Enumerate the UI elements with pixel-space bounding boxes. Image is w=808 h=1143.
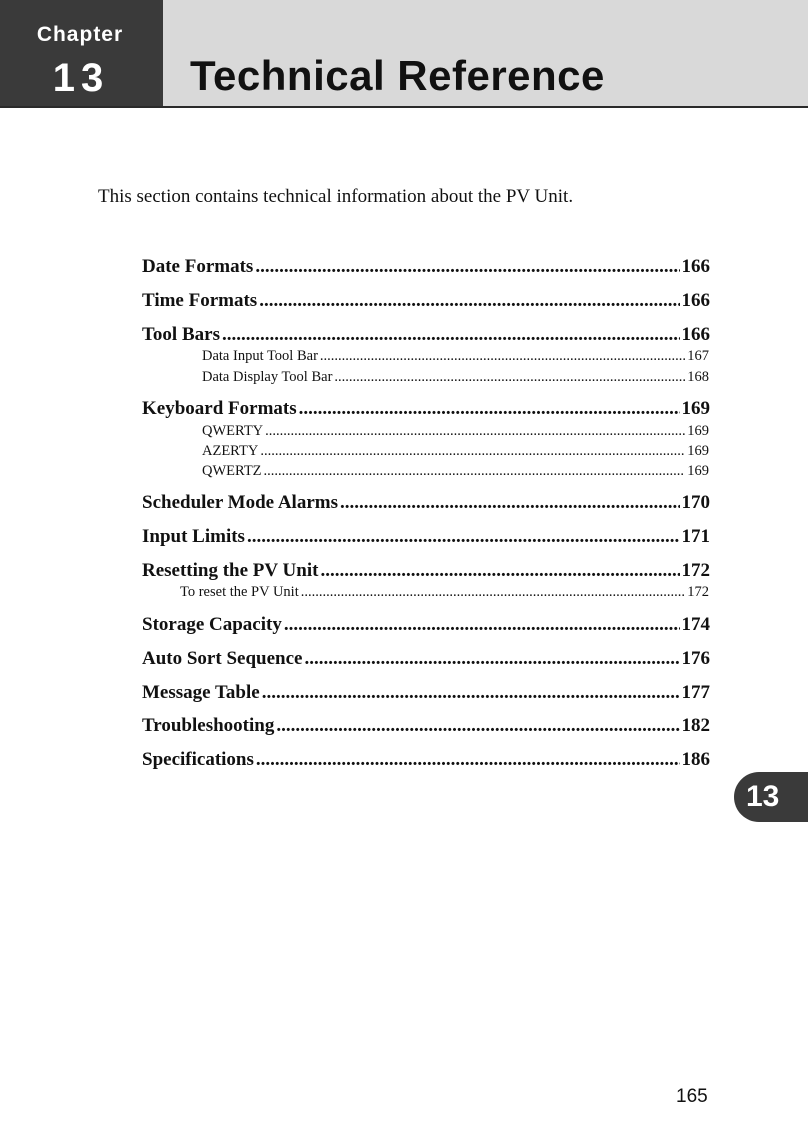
toc-entry-page: 186 (681, 749, 710, 770)
toc-entry-label: Scheduler Mode Alarms (142, 492, 338, 513)
toc-subentry[interactable] (202, 422, 709, 440)
toc-entry[interactable] (142, 647, 710, 671)
toc-entry-page: 174 (681, 614, 710, 635)
toc-subentry[interactable] (202, 368, 709, 386)
toc-entry-label: Resetting the PV Unit (142, 560, 319, 581)
toc-subentry-page: 167 (687, 348, 709, 364)
toc-subentry-page: 169 (687, 423, 709, 439)
toc-subentry[interactable] (202, 462, 709, 480)
chapter-label: Chapter (36, 23, 124, 46)
toc-entry-label: Troubleshooting (142, 715, 275, 736)
toc-subentry-label: QWERTZ (202, 463, 262, 479)
toc-subentry-page: 169 (687, 463, 709, 479)
toc-entry-page: 166 (681, 256, 710, 277)
toc-entry[interactable] (142, 323, 710, 347)
toc-subentry-page: 168 (687, 369, 709, 385)
toc-entry-label: Date Formats (142, 256, 254, 277)
toc-entry-page: 176 (681, 648, 710, 669)
toc-entry[interactable] (142, 714, 710, 738)
toc-entry-page: 170 (681, 492, 710, 513)
toc-entry-label: Time Formats (142, 290, 258, 311)
toc-subentry-label: Data Display Tool Bar (202, 369, 333, 385)
toc-entry[interactable] (142, 613, 710, 637)
toc-subentry-label: Data Input Tool Bar (202, 348, 318, 364)
toc-entry-page: 166 (681, 290, 710, 311)
toc-entry-label: Storage Capacity (142, 614, 282, 635)
toc-entry-label: Tool Bars (142, 324, 220, 345)
toc-entry[interactable] (142, 397, 710, 421)
toc-entry[interactable] (142, 748, 710, 772)
toc-entry-label: Input Limits (142, 526, 245, 547)
toc-entry[interactable] (142, 255, 710, 279)
toc-entry-page: 166 (681, 324, 710, 345)
toc-entry-page: 172 (681, 560, 710, 581)
toc-entry-page: 177 (681, 682, 710, 703)
toc-entry[interactable] (142, 525, 710, 549)
toc-entry[interactable] (142, 681, 710, 705)
toc-subentry-page: 172 (687, 584, 709, 600)
toc-subentry-label: To reset the PV Unit (180, 584, 299, 600)
toc-entry-label: Auto Sort Sequence (142, 648, 303, 669)
toc-entry-label: Message Table (142, 682, 260, 703)
chapter-number: 13 (52, 56, 110, 100)
toc-entry-label: Specifications (142, 749, 254, 770)
toc-entry[interactable] (142, 559, 710, 583)
toc-entry-label: Keyboard Formats (142, 398, 297, 419)
toc-entry-page: 169 (681, 398, 710, 419)
toc-subentry-label: AZERTY (202, 443, 259, 459)
toc-subentry-page: 169 (687, 443, 709, 459)
page-number: 165 (676, 1086, 708, 1107)
page-title: Technical Reference (190, 52, 605, 99)
intro-paragraph: This section contains technical information about the PV Unit. (98, 186, 574, 207)
toc-entry-page: 182 (681, 715, 710, 736)
toc-subentry[interactable] (202, 347, 709, 365)
toc-entry-page: 171 (681, 526, 710, 547)
toc-subentry-label: QWERTY (202, 423, 264, 439)
toc-entry[interactable] (142, 491, 710, 515)
toc-subentry[interactable] (180, 583, 709, 601)
chapter-side-tab (734, 772, 808, 822)
toc-subentry[interactable] (202, 442, 709, 460)
toc-entry[interactable] (142, 289, 710, 313)
chapter-side-tab-label: 13 (734, 772, 808, 822)
